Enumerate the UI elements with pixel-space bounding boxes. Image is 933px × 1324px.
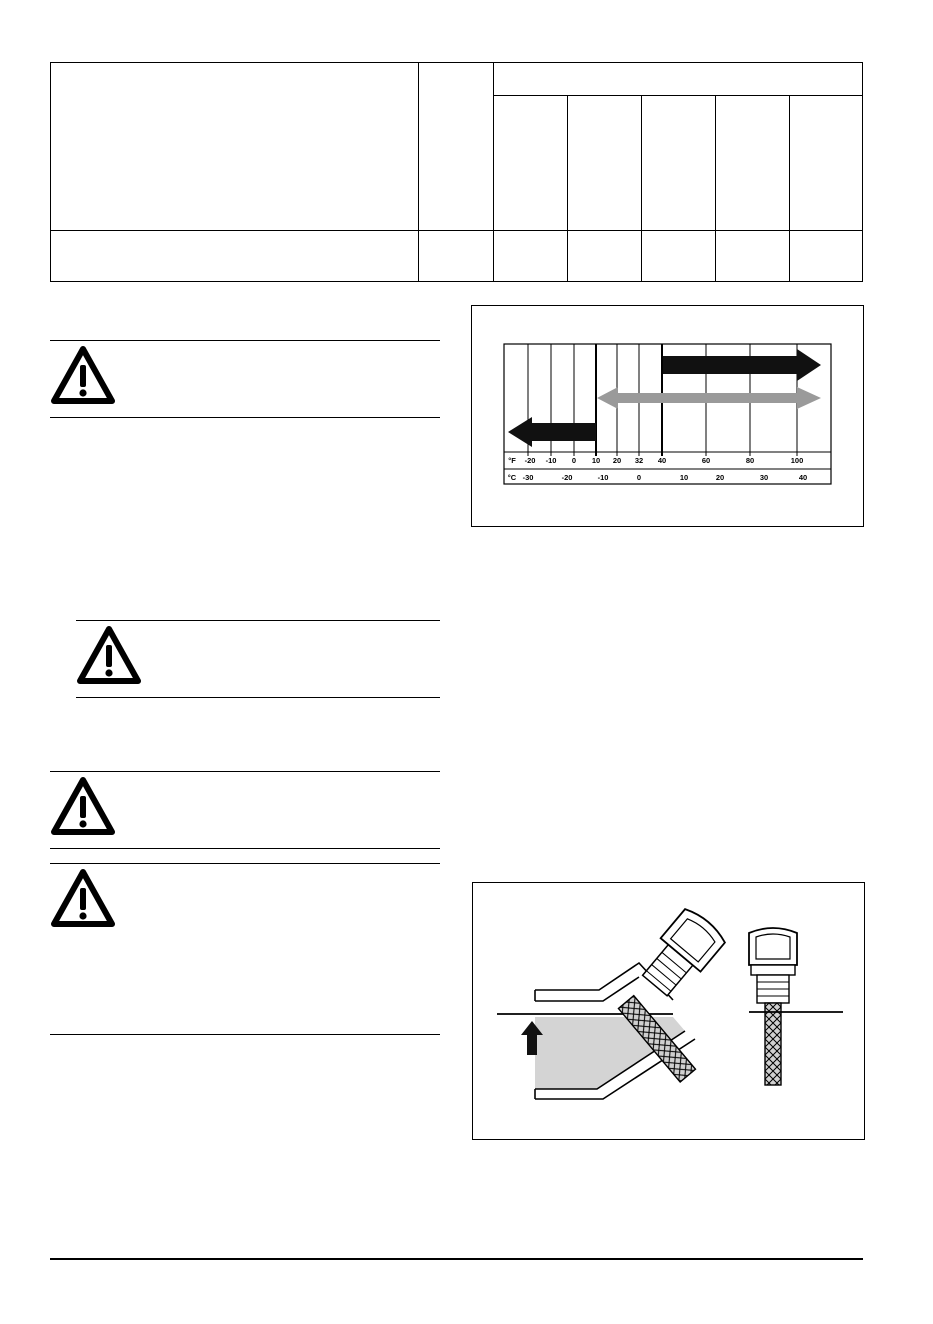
- warning-triangle-icon: [50, 868, 116, 928]
- upright-rod: [765, 1003, 781, 1085]
- celsius-tick: -30: [522, 473, 534, 482]
- celsius-tick: 20: [715, 473, 725, 482]
- warning-triangle-icon: [76, 625, 142, 685]
- arrow-left-dark: [508, 417, 596, 447]
- table-divider: [567, 95, 568, 281]
- celsius-tick: -10: [597, 473, 609, 482]
- warning-rule-bottom: [76, 697, 440, 698]
- celsius-tick: -20: [561, 473, 573, 482]
- specification-table: [50, 62, 863, 282]
- table-divider: [493, 95, 863, 96]
- celsius-tick: 30: [759, 473, 769, 482]
- fahrenheit-tick: 60: [701, 456, 711, 465]
- fahrenheit-tick: 20: [612, 456, 622, 465]
- warning-rule-bottom: [50, 848, 440, 849]
- dipstick-illustration-figure: [472, 882, 865, 1140]
- celsius-unit-label: °C: [507, 473, 517, 482]
- fahrenheit-unit-label: °F: [508, 456, 516, 465]
- table-divider: [51, 230, 863, 231]
- warning-triangle-icon: [50, 776, 116, 836]
- fahrenheit-tick: 10: [591, 456, 601, 465]
- fahrenheit-tick: -10: [545, 456, 557, 465]
- arrow-double-gray: [597, 387, 821, 409]
- fahrenheit-tick: 80: [745, 456, 755, 465]
- temperature-chart-figure: [471, 305, 864, 527]
- warning-rule-top: [50, 771, 440, 772]
- table-divider: [418, 63, 419, 281]
- celsius-tick: 40: [798, 473, 808, 482]
- warning-rule-top: [76, 620, 440, 621]
- table-divider: [789, 95, 790, 281]
- warning-rule-top: [50, 863, 440, 864]
- warning-rule-top: [50, 340, 440, 341]
- dipstick-upright: [749, 928, 843, 1085]
- celsius-tick: 0: [636, 473, 642, 482]
- fahrenheit-tick: 100: [790, 456, 804, 465]
- table-divider: [641, 95, 642, 281]
- warning-rule-bottom: [50, 1034, 440, 1035]
- celsius-tick: 10: [679, 473, 689, 482]
- warning-triangle-icon: [50, 345, 116, 405]
- footer-rule: [50, 1258, 863, 1260]
- temperature-oil-chart: [472, 306, 863, 526]
- table-divider: [715, 95, 716, 281]
- fahrenheit-tick: 0: [571, 456, 577, 465]
- oil-dipstick-illustration: [473, 883, 864, 1139]
- fahrenheit-tick: 40: [657, 456, 667, 465]
- warning-rule-bottom: [50, 417, 440, 418]
- arrow-right-dark: [663, 349, 821, 381]
- fahrenheit-tick: 32: [634, 456, 644, 465]
- fahrenheit-tick: -20: [524, 456, 536, 465]
